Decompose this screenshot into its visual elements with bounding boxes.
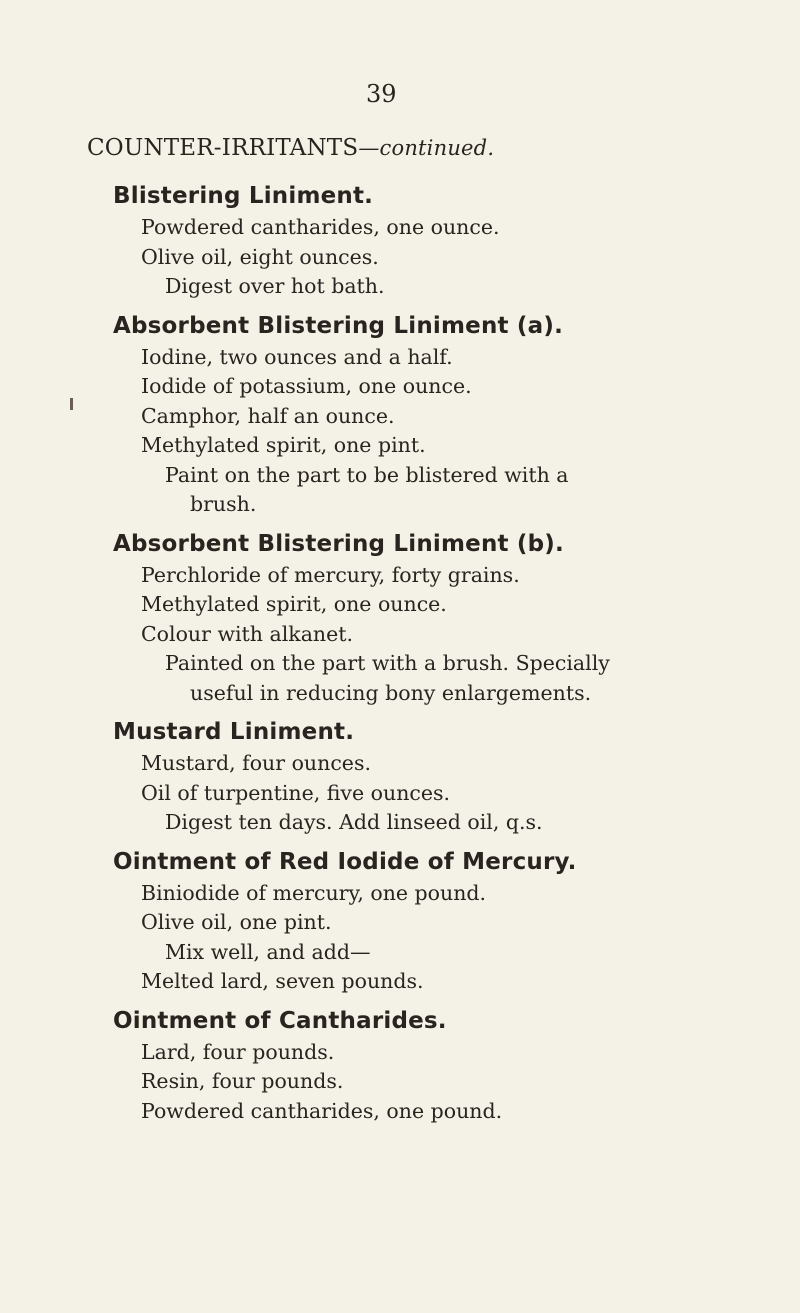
- ingredient-line: Oil of turpentine, five ounces.: [141, 780, 451, 805]
- recipe-title: Mustard Liniment.: [113, 719, 355, 745]
- ingredient-line: Iodide of potassium, one ounce.: [141, 374, 472, 398]
- ingredient-line: Lard, four pounds.: [141, 1039, 335, 1064]
- ingredient-line: Mustard, four ounces.: [141, 751, 371, 775]
- instruction-line: Painted on the part with a brush. Specially: [165, 651, 610, 675]
- instruction-line: brush.: [190, 492, 257, 516]
- instruction-line: Paint on the part to be blistered with a: [165, 462, 569, 487]
- ingredient-line: Colour with alkanet.: [141, 621, 354, 646]
- ingredient-line: Powdered cantharides, one pound.: [141, 1098, 503, 1123]
- section-header-title: COUNTER-IRRITANTS: [87, 135, 359, 161]
- ingredient-line: Biniodide of mercury, one pound.: [141, 880, 487, 905]
- recipe-absorbent-blistering-liniment-b: [0, 528, 800, 709]
- ingredient-line: Methylated spirit, one ounce.: [141, 592, 447, 616]
- ingredient-line: Camphor, half an ounce.: [141, 403, 395, 428]
- ingredient-line: Perchloride of mercury, forty grains.: [141, 562, 520, 587]
- recipe-ointment-red-iodide-mercury: [0, 846, 800, 997]
- recipe-absorbent-blistering-liniment-a: [0, 310, 800, 520]
- ingredient-line: Melted lard, seven pounds.: [141, 969, 424, 993]
- recipe-title: Ointment of Cantharides.: [113, 1007, 447, 1034]
- ingredient-line: Powdered cantharides, one ounce.: [141, 215, 500, 239]
- ingredient-line: Olive oil, eight ounces.: [141, 244, 379, 269]
- ingredient-line: Iodine, two ounces and a half.: [141, 344, 453, 369]
- page-number: 39: [366, 80, 397, 108]
- recipe-title: Absorbent Blistering Liniment (a).: [113, 312, 564, 339]
- recipe-blistering-liniment: [0, 180, 800, 302]
- ingredient-line: Resin, four pounds.: [141, 1069, 344, 1093]
- instruction-line: Digest ten days. Add linseed oil, q.s.: [165, 810, 543, 834]
- ingredient-line: Olive oil, one pint.: [141, 910, 332, 934]
- recipe-title: Ointment of Red Iodide of Mercury.: [113, 848, 577, 875]
- instruction-line: Mix well, and add—: [165, 939, 371, 964]
- instruction-line: Digest over hot bath.: [165, 274, 385, 298]
- recipe-title: Absorbent Blistering Liniment (b).: [113, 530, 564, 557]
- recipe-title: Blistering Liniment.: [113, 183, 374, 209]
- ingredient-line: Methylated spirit, one pint.: [141, 433, 426, 457]
- recipe-ointment-cantharides: [0, 1005, 800, 1127]
- instruction-line: useful in reducing bony enlargements.: [190, 680, 592, 705]
- section-header-continued: —continued.: [358, 136, 495, 160]
- recipe-mustard-liniment: [0, 716, 800, 838]
- recipe-list: [0, 180, 800, 1134]
- section-header: [87, 135, 494, 161]
